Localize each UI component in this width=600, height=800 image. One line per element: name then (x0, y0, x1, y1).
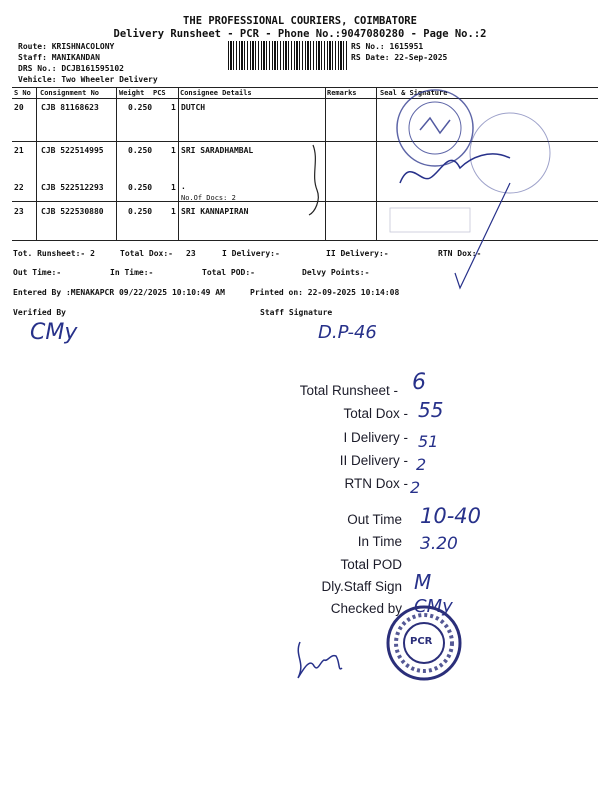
hand-staff-sign: M (414, 570, 432, 594)
hand-checked-by: CMy (414, 596, 453, 617)
col-header-seal: Seal & Signature (380, 89, 448, 97)
entered-by: Entered By :MENAKAPCR 09/22/2025 10:10:49 AM (13, 288, 225, 297)
manual-rtn-dox: RTN Dox - (344, 476, 408, 491)
delvy-points-label: Delvy Points:- (302, 268, 370, 277)
table-row-pcs: 1 (171, 146, 176, 155)
col-header-remarks: Remarks (327, 89, 357, 97)
manual-in-time: In Time (357, 534, 402, 549)
rs-no: RS No.: 1615951 (351, 42, 424, 51)
total-dox-value: 23 (186, 249, 196, 258)
out-time-label: Out Time:- (13, 268, 62, 277)
manual-checked-by: Checked by (330, 601, 402, 616)
manual-out-time: Out Time (347, 512, 402, 527)
manual-total-dox: Total Dox - (343, 406, 408, 421)
verified-initials: CMy (30, 320, 78, 345)
table-row-note: No.Of Docs: 2 (181, 194, 236, 202)
printed-on: Printed on: 22-09-2025 10:14:08 (250, 288, 400, 297)
table-row-consignment: CJB 522512293 (41, 183, 104, 192)
rs-date: RS Date: 22-Sep-2025 (351, 53, 448, 62)
col-divider (116, 87, 117, 240)
col-header-weight: Weight (119, 89, 145, 97)
col-divider (36, 87, 37, 240)
drs-label: DRS No.: DCJB161595102 (18, 64, 124, 73)
dp-note: D.P-46 (318, 322, 377, 343)
col-header-sno: S No (14, 89, 31, 97)
staff-label: Staff: MANIKANDAN (18, 53, 100, 62)
in-time-label: In Time:- (110, 268, 154, 277)
col-divider (178, 87, 179, 240)
table-row-consignee: DUTCH (181, 103, 206, 112)
total-dox-label: Total Dox:- (120, 249, 173, 258)
table-row-sno: 22 (14, 183, 24, 192)
staff-signature-label: Staff Signature (260, 308, 333, 317)
ii-delivery-label: II Delivery:- (326, 249, 389, 258)
col-header-consignee: Consignee Details (180, 89, 252, 97)
vehicle-label: Vehicle: Two Wheeler Delivery (18, 75, 158, 84)
table-row-weight: 0.250 (128, 183, 153, 192)
table-row-consignee: SRI SARADHAMBAL (181, 146, 254, 155)
col-header-pcs: PCS (153, 89, 166, 97)
hand-out-time: 10-40 (420, 504, 482, 528)
table-row-weight: 0.250 (128, 207, 153, 216)
verified-by-label: Verified By (13, 308, 66, 317)
table-row-pcs: 1 (171, 183, 176, 192)
hand-rtn-dox: 2 (410, 478, 421, 497)
signature-icon (290, 632, 350, 688)
table-row-pcs: 1 (171, 103, 176, 112)
total-runsheet: Tot. Runsheet:- 2 (13, 249, 95, 258)
route-label: Route: KRISHNACOLONY (18, 42, 115, 51)
table-row-pcs: 1 (171, 207, 176, 216)
table-row-sno: 21 (14, 146, 24, 155)
manual-ii-delivery: II Delivery - (339, 453, 408, 468)
barcode (228, 41, 347, 70)
hand-in-time: 3.20 (420, 534, 458, 554)
table-row-sno: 20 (14, 103, 24, 112)
hand-i-delivery: 51 (418, 432, 439, 451)
i-delivery-label: I Delivery:- (222, 249, 280, 258)
rtn-dox-label: RTN Dox:- (438, 249, 482, 258)
total-pod-label: Total POD:- (202, 268, 255, 277)
pcr-stamp-text: PCR (410, 636, 433, 647)
table-row-consignment: CJB 522514995 (41, 146, 104, 155)
company-stamp-icon (360, 88, 600, 298)
table-row-consignee: SRI KANNAPIRAN (181, 207, 249, 216)
table-row-consignment: CJB 81168623 (41, 103, 99, 112)
hand-runsheet: 6 (412, 370, 426, 395)
table-row-weight: 0.250 (128, 103, 153, 112)
manual-i-delivery: I Delivery - (343, 430, 408, 445)
hand-dox: 55 (418, 398, 444, 422)
col-divider (325, 87, 326, 240)
table-row-consignee: . (181, 182, 186, 191)
manual-dly-staff-sign: Dly.Staff Sign (321, 579, 402, 594)
bracket-mark-icon (305, 140, 325, 220)
col-header-consignment: Consignment No (40, 89, 100, 97)
table-row-weight: 0.250 (128, 146, 153, 155)
table-row-sno: 23 (14, 207, 24, 216)
hand-ii-delivery: 2 (416, 455, 427, 474)
table-row-consignment: CJB 522530880 (41, 207, 104, 216)
company-title: THE PROFESSIONAL COURIERS, COIMBATORE (183, 15, 417, 27)
manual-total-runsheet: Total Runsheet - (299, 383, 398, 398)
manual-total-pod: Total POD (340, 557, 402, 572)
runsheet-subtitle: Delivery Runsheet - PCR - Phone No.:9047080280 - Page No.:2 (113, 28, 487, 40)
